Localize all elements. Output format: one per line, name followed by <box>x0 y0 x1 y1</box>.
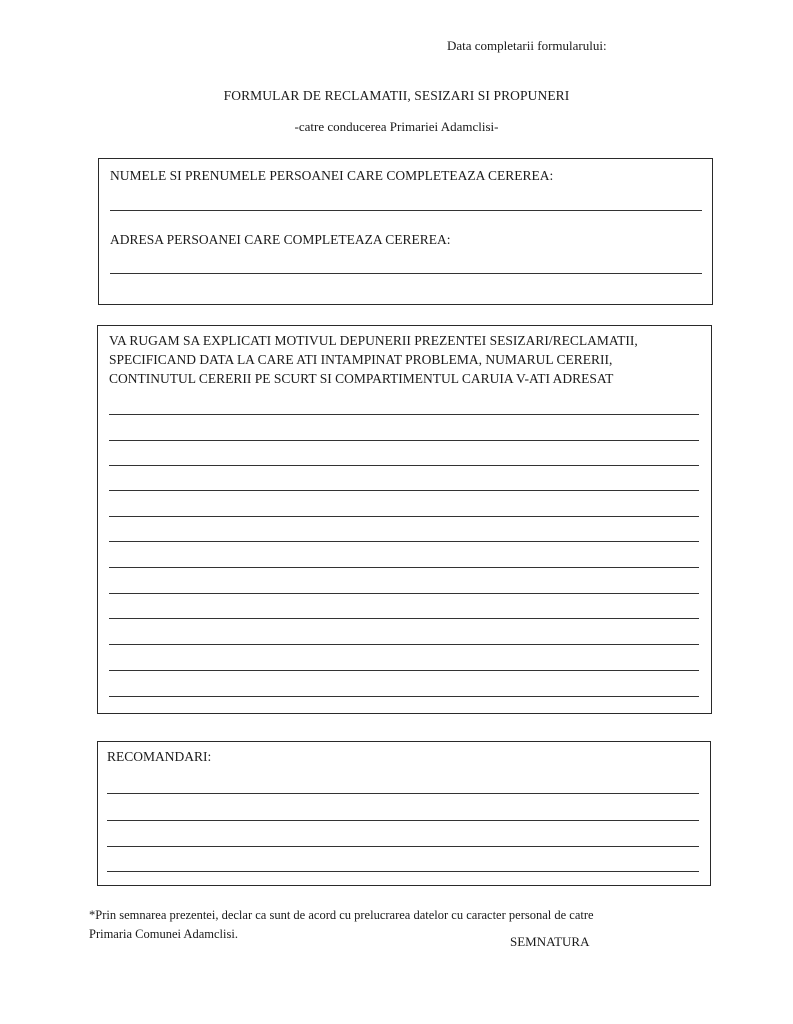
complaint-line[interactable] <box>109 618 699 619</box>
date-completed-label: Data completarii formularului: <box>447 38 607 53</box>
recommendation-line[interactable] <box>107 871 699 872</box>
recommendation-line[interactable] <box>107 846 699 847</box>
name-label: NUMELE SI PRENUMELE PERSOANEI CARE COMPLETEAZA CEREREA: <box>110 168 554 183</box>
complaint-line[interactable] <box>109 644 699 645</box>
complaint-line[interactable] <box>109 440 699 441</box>
complaint-line[interactable] <box>109 541 699 542</box>
consent-note <box>89 906 729 944</box>
complaint-line[interactable] <box>109 567 699 568</box>
complaint-instructions <box>109 331 638 388</box>
consent-line-1: *Prin semnarea prezentei, declar ca sunt de acord cu prelucrarea datelor cu caracter personal de catre <box>89 908 594 922</box>
consent-line-2: Primaria Comunei Adamclisi. <box>89 927 238 941</box>
complaint-section <box>97 325 712 714</box>
recommendations-section <box>97 741 711 886</box>
instruction-line-3: CONTINUTUL CERERII PE SCURT SI COMPARTIMENTUL CARUIA V-ATI ADRESAT <box>109 371 614 386</box>
form-subtitle: -catre conducerea Primariei Adamclisi- <box>294 119 499 134</box>
address-field[interactable] <box>110 273 702 274</box>
form-title: FORMULAR DE RECLAMATII, SESIZARI SI PROPUNERI <box>223 88 570 103</box>
recommendation-line[interactable] <box>107 820 699 821</box>
name-field[interactable] <box>110 210 702 211</box>
complaint-line[interactable] <box>109 516 699 517</box>
instruction-line-1: VA RUGAM SA EXPLICATI MOTIVUL DEPUNERII PREZENTEI SESIZARI/RECLAMATII, <box>109 333 638 348</box>
recommendation-line[interactable] <box>107 793 699 794</box>
complaint-line[interactable] <box>109 670 699 671</box>
complaint-line[interactable] <box>109 593 699 594</box>
identity-section <box>98 158 713 305</box>
signature-label: SEMNATURA <box>510 934 590 949</box>
complaint-line[interactable] <box>109 414 699 415</box>
address-label: ADRESA PERSOANEI CARE COMPLETEAZA CEREREA: <box>110 232 451 247</box>
recommendations-label: RECOMANDARI: <box>107 749 212 764</box>
complaint-line[interactable] <box>109 490 699 491</box>
complaint-line[interactable] <box>109 465 699 466</box>
complaint-line[interactable] <box>109 696 699 697</box>
instruction-line-2: SPECIFICAND DATA LA CARE ATI INTAMPINAT PROBLEMA, NUMARUL CERERII, <box>109 352 613 367</box>
